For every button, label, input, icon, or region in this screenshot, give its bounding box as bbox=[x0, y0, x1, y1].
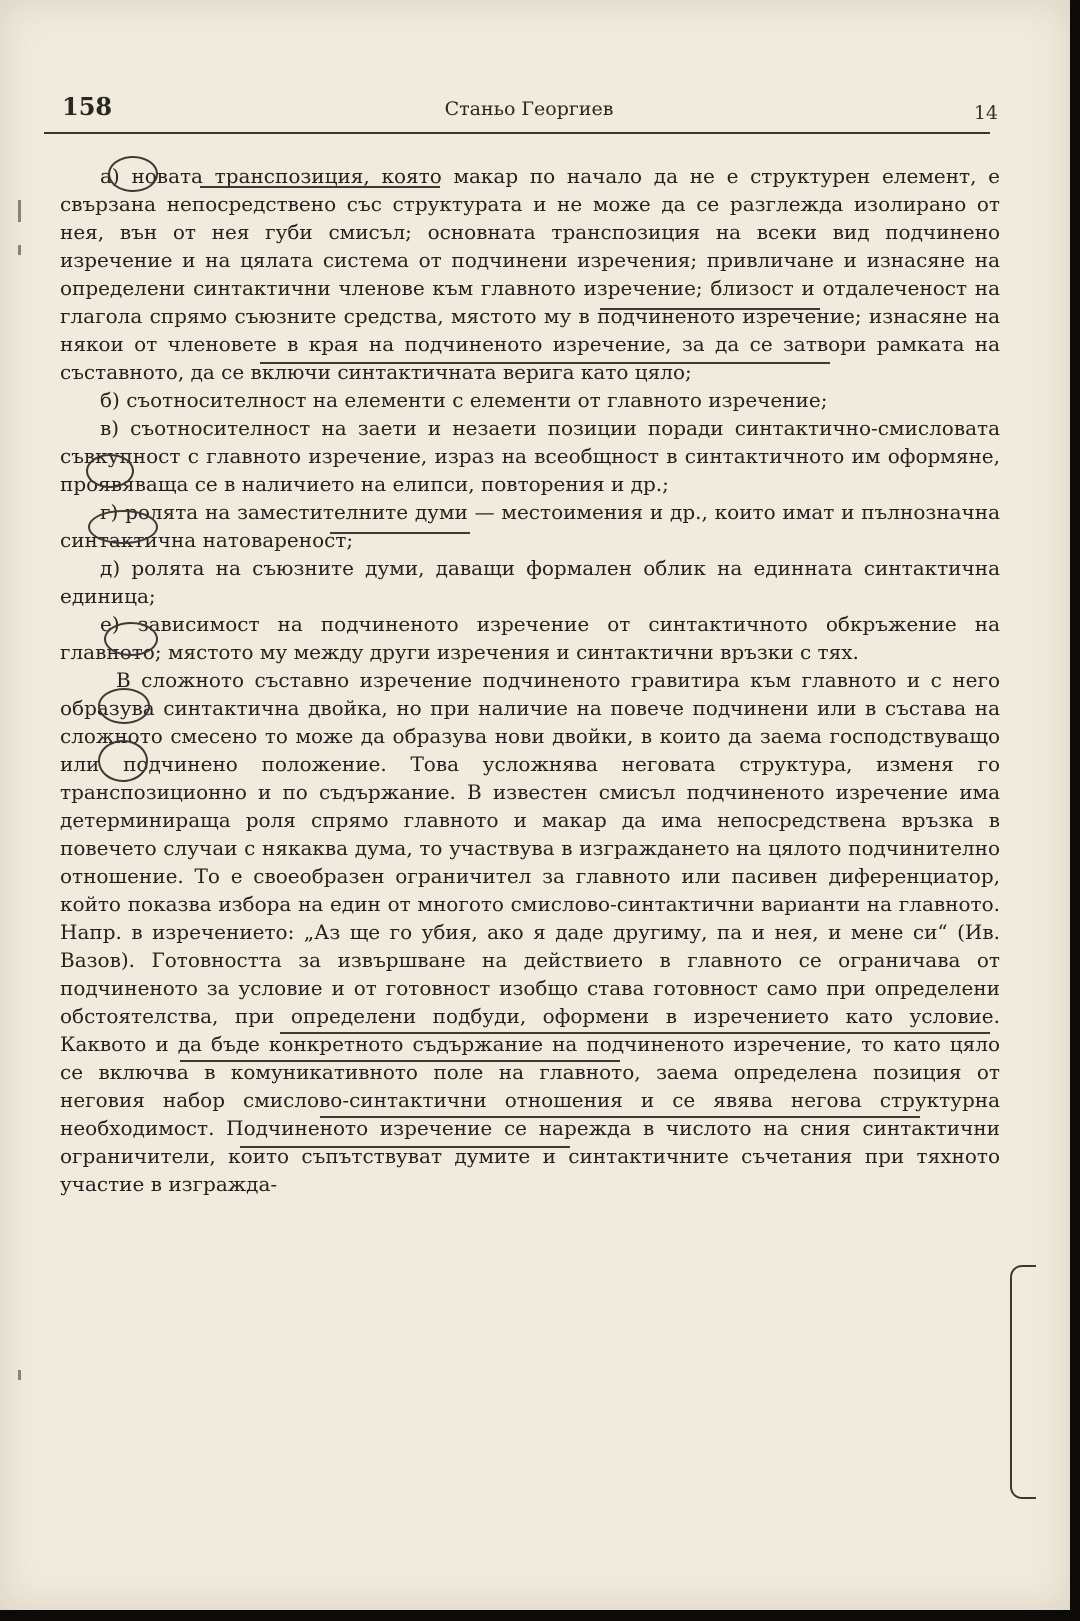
pen-underline-mark bbox=[600, 308, 820, 310]
page-edge-mark bbox=[18, 245, 21, 255]
pen-circle-g-mark bbox=[104, 622, 158, 656]
item-marker: б) bbox=[100, 388, 120, 412]
main-paragraph: В сложното съставно изречение подчиненото гравитира към главното и с него образува синтактична двойка, но при наличие на повече подчинени или в състава на сложното смесено то може да образува нови двойки, в които да заема господствуващо или подчинено положение. Това усложнява неговата структура, изменя го транспозиционно и по съдържание. В известен смисъл подчиненото изречение има детерминираща роля спрямо главното и макар да има непосредствена връзка в повечето случаи с някаква дума, то участвува в изграждането на цялото подчинително отношение. То е своеобразен ограничител за главното или пасивен диференциатор, който показва избора на един от многото смислово-синтактични варианти на главното. Напр. в изречението: „Аз ще го убия, ако я даде другиму, па и нея, и мене си“ (Ив. Вазов). Готовността за извършване на действието в главното се ограничава от подчиненото за условие и от готовност изобщо става готовност само при определени обстоятелства, при определени подбуди, оформени в изречението като условие. Каквото и да бъде конкретното съдържание на подчиненото изречение, то като цяло се включва в комуникативното поле на главното, заема определена позиция от неговия набор смислово-синтактични отношения и се явява негова структурна необходимост. Подчиненото изречение се нарежда в числото на сния синтактични ограничители, които съпътствуват думите и синтактичните съчетания при тяхното участие в изгражда- bbox=[60, 668, 1000, 1196]
item-marker: в) bbox=[100, 416, 120, 440]
pen-circle-a-mark bbox=[108, 156, 158, 192]
list-item-a bbox=[60, 162, 1000, 386]
running-header bbox=[58, 92, 1000, 128]
pen-underline-mark bbox=[240, 1146, 570, 1148]
margin-bracket-mark bbox=[1010, 1265, 1036, 1499]
page-edge-mark bbox=[18, 200, 21, 222]
pen-underline-mark bbox=[200, 186, 440, 188]
pen-underline-mark bbox=[330, 532, 470, 534]
list-item-e bbox=[60, 610, 1000, 666]
item-marker: е) bbox=[100, 612, 120, 636]
list-item-b bbox=[60, 386, 1000, 414]
pen-underline-mark bbox=[320, 1116, 920, 1118]
body-text bbox=[60, 162, 1000, 1198]
header-rule bbox=[44, 132, 990, 134]
running-title: Станьо Георгиев bbox=[444, 98, 614, 120]
pen-circle-d-mark bbox=[98, 688, 150, 724]
pen-circle-v-mark bbox=[88, 510, 158, 544]
item-marker: а) bbox=[100, 164, 120, 188]
item-text: ролята на заместителните думи — местоимения и др., които имат и пълнозначна синтактична натовареност; bbox=[60, 500, 1000, 552]
page-edge-mark bbox=[18, 1370, 21, 1380]
list-item-g bbox=[60, 498, 1000, 554]
handwritten-margin-number: 14 bbox=[973, 102, 998, 124]
pen-underline-mark bbox=[260, 362, 830, 364]
item-text: съотносителност на елементи с елементи от главното изречение; bbox=[126, 388, 828, 412]
item-marker: д) bbox=[100, 556, 121, 580]
item-text: ролята на съюзните думи, даващи формален облик на единната синтактична единица; bbox=[60, 556, 1000, 608]
list-item-v bbox=[60, 414, 1000, 498]
item-text: новата транспозиция, която макар по начало да не е структурен елемент, е свързана непосредствено със структурата и не може да се разглежда изолирано от нея, вън от нея губи смисъл; основната транспозиция на всеки вид подчинено изречение и на цялата система от подчинени изречения; привличане и изнасяне на определени синтактични членове към главното изречение; близост и отдалеченост на глагола спрямо съюзните средства, мястото му в подчиненото изречение; изнасяне на някои от членовете в края на подчиненото изречение, за да се затвори рамката на съставното, да се включи синтактичната верига като цяло; bbox=[60, 164, 1000, 384]
item-text: зависимост на подчиненото изречение от синтактичното обкръжение на главното; мястото му между други изречения и синтактични връзки с тях. bbox=[60, 612, 1000, 664]
pen-circle-e-mark bbox=[98, 740, 148, 782]
item-text: съотносителност на заети и незаети позиции поради синтактично-смисловата съвкупност с главното изречение, израз на всеобщност в синтактичното им оформяне, проявяваща се в наличието на елипси, повторения и др.; bbox=[60, 416, 1000, 496]
pen-underline-mark bbox=[280, 1032, 990, 1034]
pen-underline-mark bbox=[180, 1060, 620, 1062]
page-number: 158 bbox=[62, 92, 113, 121]
pen-circle-b-mark bbox=[86, 454, 134, 488]
item-marker: г) bbox=[100, 500, 119, 524]
list-item-d bbox=[60, 554, 1000, 610]
